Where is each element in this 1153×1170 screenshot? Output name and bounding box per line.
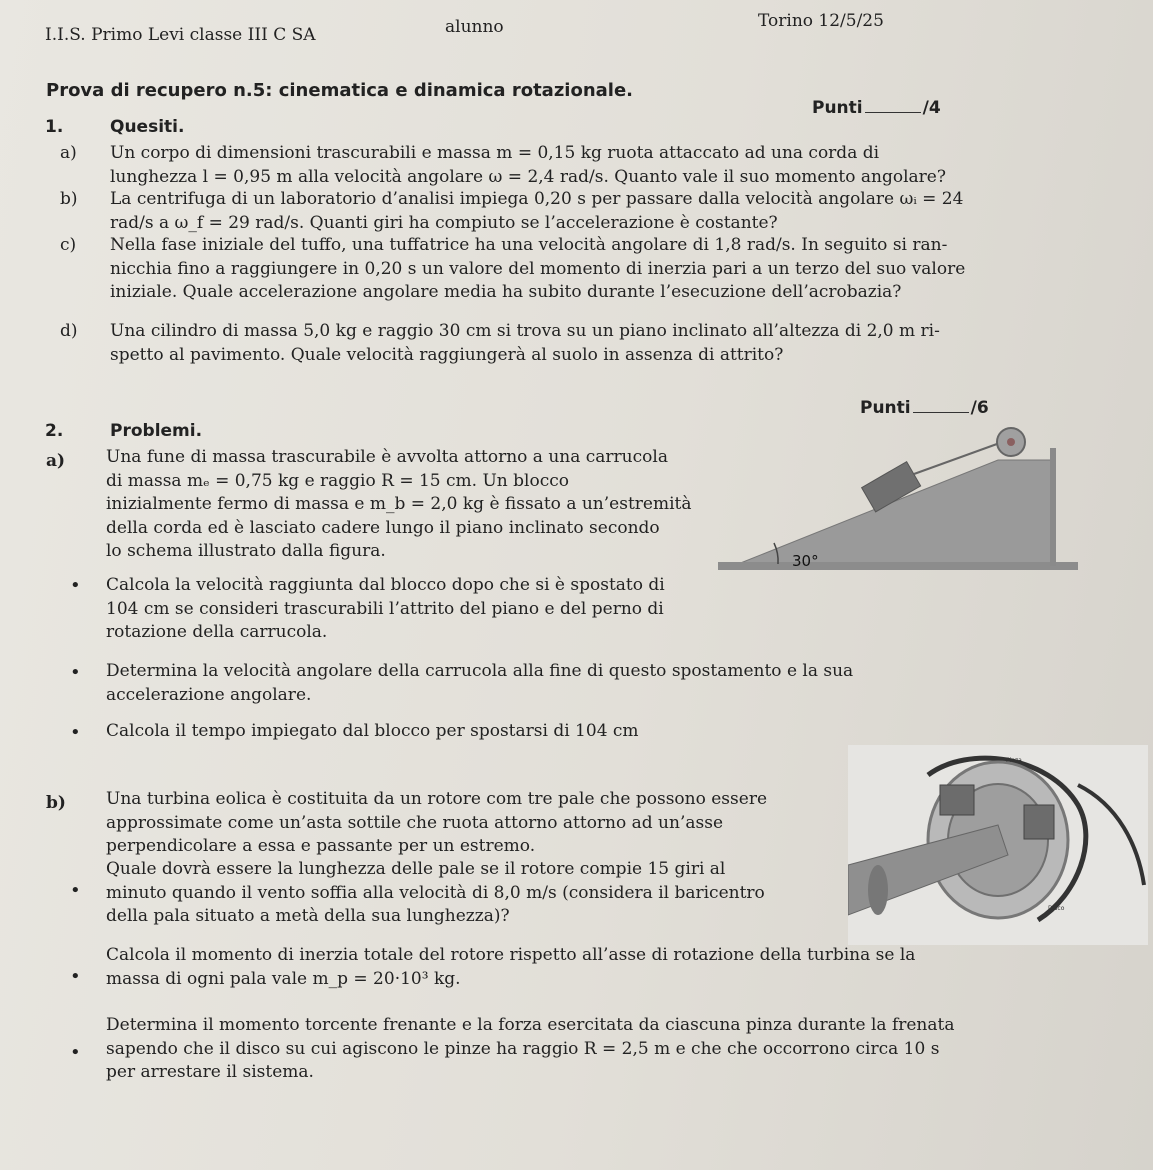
text-line: Una cilindro di massa 5,0 kg e raggio 30 cm si trova su un piano inclinato all’altezza di 2,0 m ri- bbox=[110, 321, 940, 341]
q-a-label: a) bbox=[60, 143, 77, 163]
ground bbox=[718, 562, 1078, 570]
problem-b-label: b) bbox=[46, 793, 66, 813]
student-label: alunno bbox=[445, 17, 504, 37]
points-label: Punti bbox=[812, 98, 863, 118]
text-line: Determina il momento torcente frenante e la forza esercitata da ciascuna pinza durante la frenata bbox=[106, 1015, 955, 1035]
q-c-label: c) bbox=[60, 235, 77, 255]
q-b-label: b) bbox=[60, 189, 78, 209]
section2-points bbox=[860, 397, 989, 419]
angle-label: 30° bbox=[792, 552, 819, 570]
bullet-icon: • bbox=[70, 966, 81, 987]
text-line: Determina la velocità angolare della carrucola alla fine di questo spostamento e la sua bbox=[106, 661, 854, 681]
bullet-icon: • bbox=[70, 880, 81, 901]
text-line: Calcola il momento di inerzia totale del rotore rispetto all’asse di rotazione della turbina se la bbox=[106, 945, 916, 965]
q-b-text bbox=[110, 188, 963, 235]
support-post bbox=[1050, 448, 1056, 566]
turbine-brake-figure bbox=[848, 745, 1148, 945]
problem-a-bullet-1 bbox=[106, 574, 665, 645]
bullet-icon: • bbox=[70, 662, 81, 683]
text-line: accelerazione angolare. bbox=[106, 684, 312, 705]
text-line: iniziale. Quale accelerazione angolare media ha subito durante l’esecuzione dell’acrobazia? bbox=[110, 282, 902, 302]
q-d-text bbox=[110, 320, 940, 367]
text-line: Calcola la velocità raggiunta dal blocco dopo che si è spostato di bbox=[106, 575, 665, 595]
pulley-axle bbox=[1007, 438, 1015, 446]
bullet-icon: • bbox=[70, 575, 81, 596]
text-line: nicchia fino a raggiungere in 0,20 s un valore del momento di inerzia pari a un terzo del suo valore bbox=[110, 258, 966, 279]
text-line: Nella fase iniziale del tuffo, una tuffatrice ha una velocità angolare di 1,8 rad/s. In seguito si ran- bbox=[110, 235, 948, 255]
points-blank[interactable] bbox=[913, 412, 969, 413]
text-line: della corda ed è lasciato cadere lungo il piano inclinato secondo bbox=[106, 517, 660, 538]
text-line: Una fune di massa trascurabile è avvolta attorno a una carrucola bbox=[106, 447, 668, 467]
text-line: massa di ogni pala vale m_p = 20·10³ kg. bbox=[106, 968, 461, 989]
problem-a-bullet-3 bbox=[106, 720, 639, 744]
text-line: inizialmente fermo di massa e m_b = 2,0 kg è fissato a un’estremità bbox=[106, 494, 692, 514]
problem-b-bullet-2 bbox=[106, 944, 915, 991]
figure-label-disco: Disco bbox=[1048, 905, 1065, 912]
text-line: Calcola il tempo impiegato dal blocco per spostarsi di 104 cm bbox=[106, 721, 639, 741]
text-line: Una turbina eolica è costituita da un rotore com tre pale che possono essere bbox=[106, 789, 767, 809]
school-header: I.I.S. Primo Levi classe III C SA bbox=[45, 25, 316, 45]
text-line: 104 cm se consideri trascurabili l’attrito del piano e del perno di bbox=[106, 598, 664, 619]
figure-label-pinza: Pinza bbox=[1006, 757, 1022, 764]
text-line: sapendo che il disco su cui agiscono le pinze ha raggio R = 2,5 m e che che occorrono circa 10 s bbox=[106, 1038, 940, 1059]
problem-a-bullet-2 bbox=[106, 660, 853, 707]
text-line: approssimate come un’asta sottile che ruota attorno attorno ad un’asse bbox=[106, 812, 724, 833]
caliper bbox=[1024, 805, 1054, 839]
bullet-icon: • bbox=[70, 1042, 81, 1063]
problem-a-label: a) bbox=[46, 451, 66, 471]
problem-b-bullet-1 bbox=[106, 858, 765, 929]
shaft-end bbox=[868, 865, 888, 915]
problem-b-bullet-3 bbox=[106, 1014, 954, 1085]
problem-b-text bbox=[106, 788, 767, 859]
text-line: rad/s a ω_f = 29 rad/s. Quanti giri ha compiuto se l’accelerazione è costante? bbox=[110, 212, 778, 233]
text-line: lunghezza l = 0,95 m alla velocità angolare ω = 2,4 rad/s. Quanto vale il suo momento angolare? bbox=[110, 166, 946, 187]
section2-title: Problemi. bbox=[110, 421, 203, 441]
text-line: Un corpo di dimensioni trascurabili e massa m = 0,15 kg ruota attaccato ad una corda di bbox=[110, 143, 880, 163]
place-date: Torino 12/5/25 bbox=[758, 11, 884, 31]
text-line: della pala situato a metà della sua lunghezza)? bbox=[106, 906, 510, 926]
text-line: Quale dovrà essere la lunghezza delle pale se il rotore compie 15 giri al bbox=[106, 859, 726, 879]
caliper bbox=[940, 785, 974, 815]
text-line: lo schema illustrato dalla figura. bbox=[106, 541, 386, 561]
text-line: minuto quando il vento soffia alla velocità di 8,0 m/s (considera il baricentro bbox=[106, 882, 765, 903]
text-line: di massa mₑ = 0,75 kg e raggio R = 15 cm. Un blocco bbox=[106, 470, 569, 491]
page-title: Prova di recupero n.5: cinematica e dinamica rotazionale. bbox=[46, 80, 634, 101]
section1-points bbox=[812, 97, 941, 119]
points-max: /6 bbox=[970, 398, 989, 418]
text-line: spetto al pavimento. Quale velocità raggiungerà al suolo in assenza di attrito? bbox=[110, 344, 784, 365]
q-a-text bbox=[110, 142, 946, 189]
text-line: rotazione della carrucola. bbox=[106, 622, 328, 642]
section1-title: Quesiti. bbox=[110, 117, 185, 137]
problem-a-text bbox=[106, 446, 692, 564]
q-d-label: d) bbox=[60, 321, 78, 341]
points-label: Punti bbox=[860, 398, 911, 418]
bullet-icon: • bbox=[70, 722, 81, 743]
points-blank[interactable] bbox=[865, 112, 921, 113]
q-c-text bbox=[110, 234, 965, 305]
text-line: La centrifuga di un laboratorio d’analisi impiega 0,20 s per passare dalla velocità angolare ωᵢ = 24 bbox=[110, 189, 964, 209]
inclined-plane-figure bbox=[718, 420, 1083, 580]
section1-number: 1. bbox=[45, 117, 64, 137]
text-line: per arrestare il sistema. bbox=[106, 1062, 314, 1082]
points-max: /4 bbox=[922, 98, 941, 118]
section2-number: 2. bbox=[45, 421, 64, 441]
text-line: perpendicolare a essa e passante per un estremo. bbox=[106, 836, 536, 856]
